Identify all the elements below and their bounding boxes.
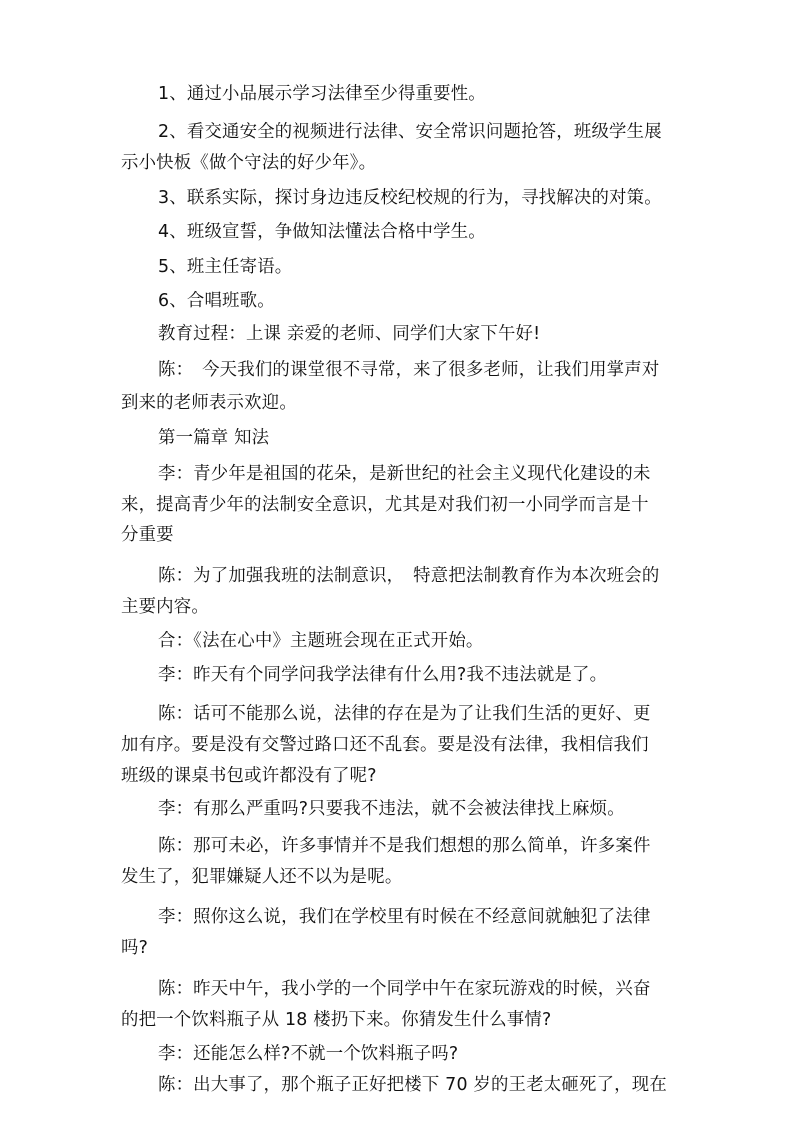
text-line: 发生了，犯罪嫌疑人还不以为是呢。 [121,867,403,887]
text-line: 合：《法在心中》主题班会现在正式开始。 [158,631,484,651]
text-line: 陈：为了加强我班的法制意识， 特意把法制教育作为本次班会的 [158,566,660,586]
text-line: 示小快板《做个守法的好少年》。 [121,153,377,173]
text-line: 李：有那么严重吗?只要我不违法，就不会被法律找上麻烦。 [158,799,625,819]
text-line: 加有序。要是没有交警过路口还不乱套。要是没有法律，我相信我们 [121,735,649,755]
text-line: 2、看交通安全的视频进行法律、安全常识问题抢答，班级学生展 [158,122,662,142]
text-line: 分重要 [121,525,174,545]
text-line: 李：青少年是祖国的花朵，是新世纪的社会主义现代化建设的未 [158,464,651,484]
text-line: 李：照你这么说，我们在学校里有时候在不经意间就触犯了法律 [158,907,651,927]
text-line: 3、联系实际，探讨身边违反校纪校规的行为，寻找解决的对策。 [158,188,662,208]
text-line: 吗? [121,938,149,958]
text-line: 的把一个饮料瓶子从 18 楼扔下来。你猜发生什么事情? [121,1010,552,1030]
text-line: 来，提高青少年的法制安全意识，尤其是对我们初一小同学而言是十 [121,495,649,515]
text-line: 4、班级宣誓，争做知法懂法合格中学生。 [158,222,486,242]
text-line: 李：昨天有个同学问我学法律有什么用?我不违法就是了。 [158,665,608,685]
text-line: 5、班主任寄语。 [158,257,293,277]
text-line: 到来的老师表示欢迎。 [121,393,297,413]
text-line: 教育过程：上课 亲爱的老师、同学们大家下午好! [158,324,541,344]
text-line: 陈：那可未必，许多事情并不是我们想想的那么简单，许多案件 [158,836,651,856]
text-line: 班级的课桌书包或许都没有了呢? [121,766,377,786]
text-line: 6、合唱班歌。 [158,291,275,311]
text-line: 李：还能怎么样?不就一个饮料瓶子吗? [158,1044,459,1064]
text-line: 1、通过小品展示学习法律至少得重要性。 [158,84,486,104]
text-line: 陈： 今天我们的课堂很不寻常，来了很多老师，让我们用掌声对 [158,360,660,380]
text-line: 主要内容。 [121,597,209,617]
text-line: 陈：昨天中午，我小学的一个同学中午在家玩游戏的时候，兴奋 [158,979,651,999]
text-line: 陈：出大事了，那个瓶子正好把楼下 70 岁的王老太砸死了，现在 [158,1075,667,1095]
text-line: 陈：话可不能那么说，法律的存在是为了让我们生活的更好、更 [158,704,651,724]
section-heading: 第一篇章 知法 [158,428,270,448]
